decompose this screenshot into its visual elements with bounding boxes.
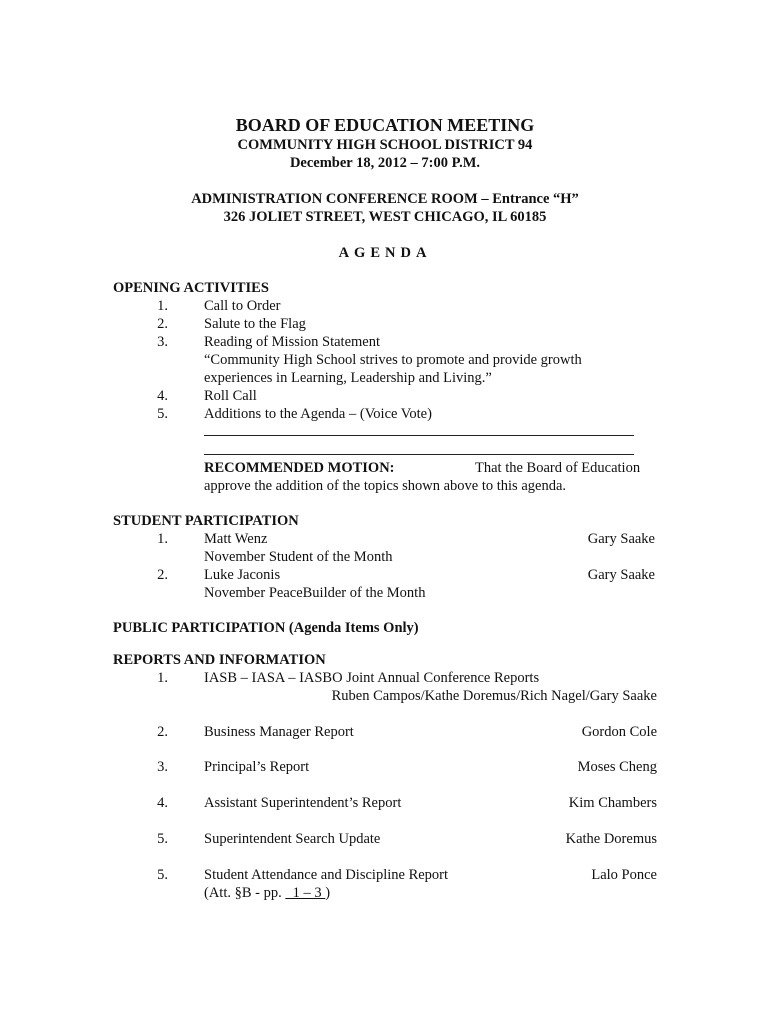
section-heading-opening: OPENING ACTIVITIES [113,280,269,296]
presenter-name: Ruben Campos/Kathe Doremus/Rich Nagel/Gary Saake [331,688,657,704]
student-name: Luke Jaconis [204,567,281,583]
presenter-name: Gordon Cole [581,724,657,740]
mission-quote-line1: “Community High School strives to promote and provide growth [204,352,582,368]
recommended-motion-label: RECOMMENDED MOTION: [204,460,395,476]
agenda-item-mission: Reading of Mission Statement [204,334,380,350]
item-number: 2. [157,567,168,583]
item-number: 4. [157,795,168,811]
item-number: 2. [157,316,168,332]
district-name: COMMUNITY HIGH SCHOOL DISTRICT 94 [237,137,533,153]
item-number: 2. [157,724,168,740]
student-award: November PeaceBuilder of the Month [204,585,426,601]
presenter-name: Kathe Doremus [565,831,657,847]
presenter-name: Moses Cheng [577,759,657,775]
recommended-motion-text-cont: approve the addition of the topics shown above to this agenda. [204,478,567,494]
presenter-name: Kim Chambers [568,795,657,811]
student-name: Matt Wenz [204,531,268,547]
report-title: Business Manager Report [204,724,354,740]
agenda-item-salute: Salute to the Flag [204,316,306,332]
mission-quote-line2: experiences in Learning, Leadership and Living.” [204,370,492,386]
meeting-datetime: December 18, 2012 – 7:00 P.M. [289,155,481,171]
presenter-name: Lalo Ponce [591,867,657,883]
location-address: 326 JOLIET STREET, WEST CHICAGO, IL 60185 [223,209,547,225]
attachment-prefix: (Att. §B - pp. [204,885,286,901]
agenda-heading: AGENDA [338,245,432,261]
item-number: 1. [157,531,168,547]
report-title: IASB – IASA – IASBO Joint Annual Conference Reports [204,670,540,686]
item-number: 4. [157,388,168,404]
section-heading-public: PUBLIC PARTICIPATION (Agenda Items Only) [113,620,419,636]
attachment-suffix: ) [325,885,331,901]
item-number: 3. [157,334,168,350]
presenter-name: Gary Saake [587,531,655,547]
meeting-title: BOARD OF EDUCATION MEETING [235,115,535,135]
section-heading-reports: REPORTS AND INFORMATION [113,652,326,668]
agenda-item-roll-call: Roll Call [204,388,257,404]
item-number: 1. [157,298,168,314]
location-room: ADMINISTRATION CONFERENCE ROOM – Entrance “H” [191,191,579,207]
item-number: 5. [157,867,168,883]
item-number: 5. [157,831,168,847]
student-award: November Student of the Month [204,549,393,565]
presenter-name: Gary Saake [587,567,655,583]
report-title: Superintendent Search Update [204,831,381,847]
report-title: Principal’s Report [204,759,310,775]
section-heading-student: STUDENT PARTICIPATION [113,513,299,529]
agenda-item-call-to-order: Call to Order [204,298,281,314]
blank-line [204,435,634,436]
recommended-motion-text: That the Board of Education [475,460,641,476]
blank-line [204,454,634,455]
agenda-item-additions: Additions to the Agenda – (Voice Vote) [204,406,432,422]
attachment-pages: 1 – 3 [285,885,326,901]
report-title: Assistant Superintendent’s Report [204,795,402,811]
item-number: 1. [157,670,168,686]
attachment-reference [204,884,330,902]
item-number: 5. [157,406,168,422]
item-number: 3. [157,759,168,775]
report-title: Student Attendance and Discipline Report [204,867,449,883]
